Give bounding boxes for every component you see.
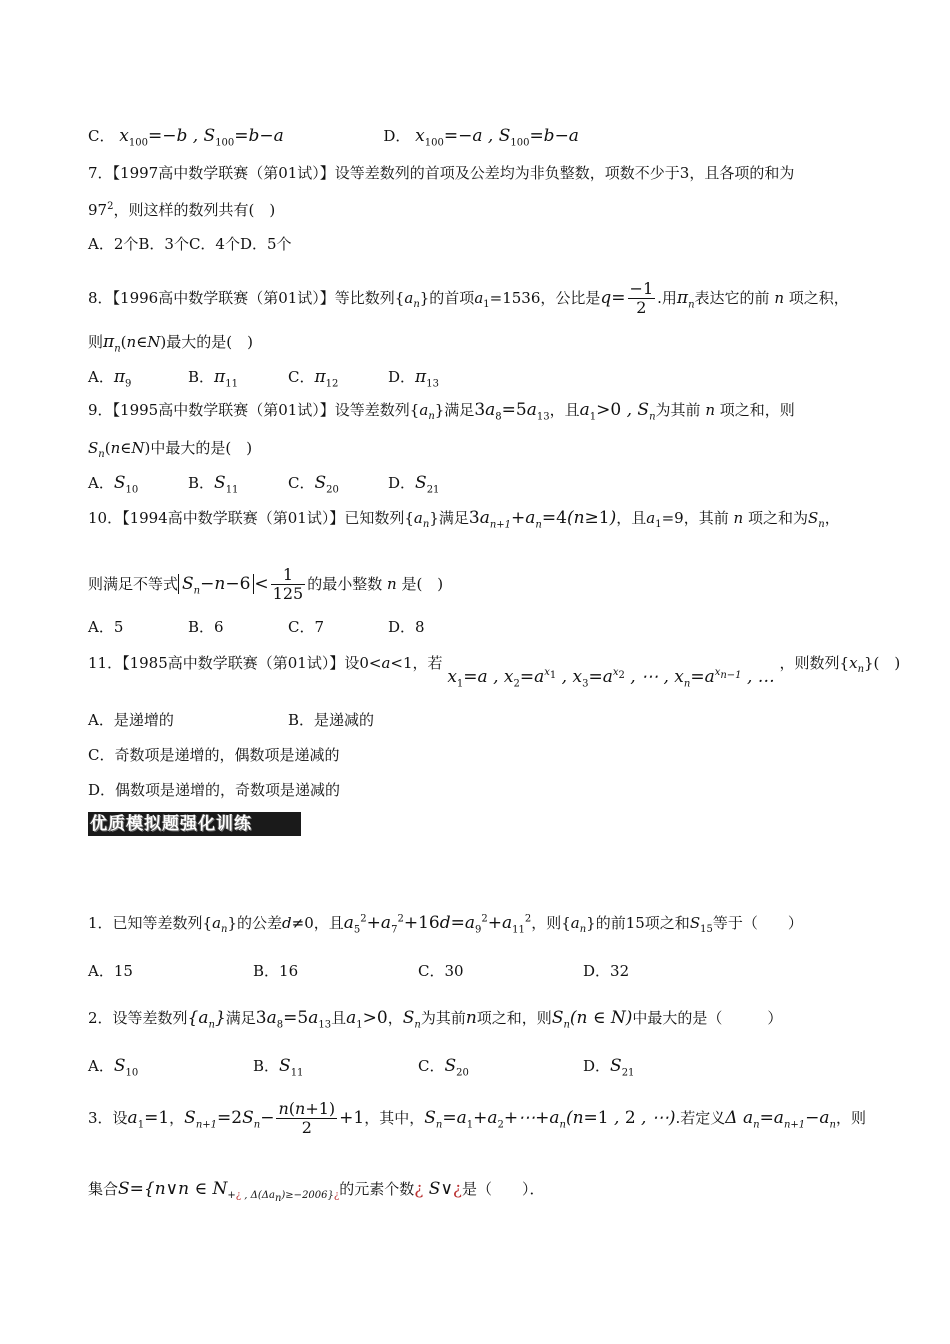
- document-page: C． $x_{100}=-b$ , $S_{100}=b-a$ D． $x_{100}=-a$ , $S_{100}=b-a$ 7．【1997高中数学联赛（第01试）】设等差数列的首项及公差均为非负整数，项数不少于3，且各项的和为 $97^2$，则这样的数列共有( ) A．2个B．3个C．4个D．5个 8．【1996高中数学联赛（第01试）】等比数列$\{a_n\}$的首项$a_1=1536$，公比是q= $\frac{-1}{2}$ .用$\pi_n$表达它的前 n 项之积， 则$\pi_n(n\in N)$最大的是( ) A．$\pi_9$ B．$\pi_{11}$ C．$\pi_{12}$ D．$\pi_{13}$ 9．【1995高中数学联赛（第01试）】设等差数列$\{a_n\}$满足$3a_8=5a_{13}$，且$a_1>0$ , $S_n$为其前 n 项之和，则 $S_n(n\in N)$中最大的是( ) A．$S_{10}$ B．$S_{11}$ C．$S_{20}$ D．$S_{21}$ 10．【1994高中数学联赛（第01试）】已知数列$\{a_n\}$满足$3a_{n+1}+a_n=4(n\ge 1)$，且$a_1=9$，其前 n 项之和为$S_n$， 则满足不等式 $S_n-n-6$ < $\frac{1}{125}$ 的最小整数 n 是( ) A．5 B．6 C．7 D．8 11．【1985高中数学联赛（第01试）】设0<a<1，若 $x_1=a$ , $x_2=a^{x_1}$ , $x_3=a^{x_2}$ , ⋯ , $x_n=a^{x_{n-1}}$ , … ，则数列$\{x_n\}$( ) A．是递增的 B．是递减的 C．奇数项是递增的，偶数项是递减的 D．偶数项是递增的，奇数项是递减的 优质模拟题强化训练 1．已知等差数列$\{a_n\}$的公差d≠0，且$a_5^2+a_7^2+16d=a_9^2+a_{11}^2$，则$\{a_n\}$的前15项之和$S_{15}$等于（ ） A．15 B．16 C．30 D．32 2．设等差数列$\{a_n\}$满足$3a_8=5a_{13}$且$a_1>0$，$S_n$为其前n项之和，则$S_n(n$ ∈ N)中最大的是（ ） A．$S_{10}$ B．$S_{11}$ C．$S_{20}$ D．$S_{21}$ 3．设$a_1=1$，$S_{n+1}=2S_n-$ $\frac{n(n+1)}{2}$ +1，其中，$S_n=a_1+a_2+\cdots+a_n(n=1$ , 2 , ⋯).若定义Δ $a_n=a_{n+1}-a_n$，则 集合S={n∨n ∈ $N_{+¿ , \Delta(\Delta a_n)\ge-2006\}¿}$的元素个数¿ S∨¿是（ ）．: [88, 126, 901, 1205]
- q7-options: A．2个B．3个C．4个D．5个: [88, 235, 292, 253]
- section-title-banner: 优质模拟题强化训练: [88, 812, 301, 836]
- p1-stem: 1．已知等差数列$\{a_n\}$的公差d≠0，且$a_5^2+a_7^2+16d=a_9^2+a_{11}^2$，则$\{a_n\}$的前15项之和$S_{15}$等于（ ）: [88, 913, 803, 936]
- p2-stem: 2．设等差数列$\{a_n\}$满足$3a_8=5a_{13}$且$a_1>0$，$S_n$为其前n项之和，则$S_n(n$ ∈ N)中最大的是（ ）: [88, 1008, 783, 1031]
- q9-stem-cont: $S_n(n\in N)$中最大的是( ): [88, 439, 253, 460]
- q7-stem: 7．【1997高中数学联赛（第01试）】设等差数列的首项及公差均为非负整数，项数不少于3，且各项的和为: [88, 164, 795, 182]
- q7-stem-cont: $97^2$，则这样的数列共有( ): [88, 201, 276, 219]
- q9-stem: 9．【1995高中数学联赛（第01试）】设等差数列$\{a_n\}$满足$3a_8=5a_{13}$，且$a_1>0$ , $S_n$为其前 n 项之和，则: [88, 400, 795, 423]
- q11-option-c: C．奇数项是递增的，偶数项是递减的: [88, 746, 340, 764]
- q10-stem-cont: 则满足不等式 $S_n-n-6$ < $\frac{1}{125}$ 的最小整数 n 是( ): [88, 565, 444, 603]
- q11-stem: 11．【1985高中数学联赛（第01试）】设0<a<1，若 $x_1=a$ , $x_2=a^{x_1}$ , $x_3=a^{x_2}$ , ⋯ , $x_n=a^{x_{n-1}}$ , … ，则数列$\{x_n\}$( ): [88, 654, 901, 690]
- p3-stem: 3．设$a_1=1$，$S_{n+1}=2S_n-$ $\frac{n(n+1)}{2}$ +1，其中，$S_n=a_1+a_2+\cdots+a_n(n=1$ , 2 , ⋯).若定义Δ $a_n=a_{n+1}-a_n$，则: [88, 1099, 866, 1137]
- p3-stem-cont: 集合S={n∨n ∈ $N_{+¿ , \Delta(\Delta a_n)\ge-2006\}¿}$的元素个数¿ S∨¿是（ ）．: [88, 1179, 545, 1205]
- q6-option-c: $x_{100}=-b$ , $S_{100}=b-a$: [119, 126, 284, 149]
- q6-options: C． $x_{100}=-b$ , $S_{100}=b-a$ D． $x_{100}=-a$ , $S_{100}=b-a$: [88, 126, 579, 149]
- q8-stem: 8．【1996高中数学联赛（第01试）】等比数列$\{a_n\}$的首项$a_1=1536$，公比是q= $\frac{-1}{2}$ .用$\pi_n$表达它的前 n 项之积，: [88, 279, 849, 317]
- q8-stem-cont: 则$\pi_n(n\in N)$最大的是( ): [88, 332, 253, 355]
- q11-option-d: D．偶数项是递增的，奇数项是递减的: [88, 781, 341, 799]
- q6-option-d: $x_{100}=-a$ , $S_{100}=b-a$: [415, 126, 579, 149]
- q10-stem: 10．【1994高中数学联赛（第01试）】已知数列$\{a_n\}$满足$3a_{n+1}+a_n=4(n\ge 1)$，且$a_1=9$，其前 n 项之和为$S_n$，: [88, 508, 840, 531]
